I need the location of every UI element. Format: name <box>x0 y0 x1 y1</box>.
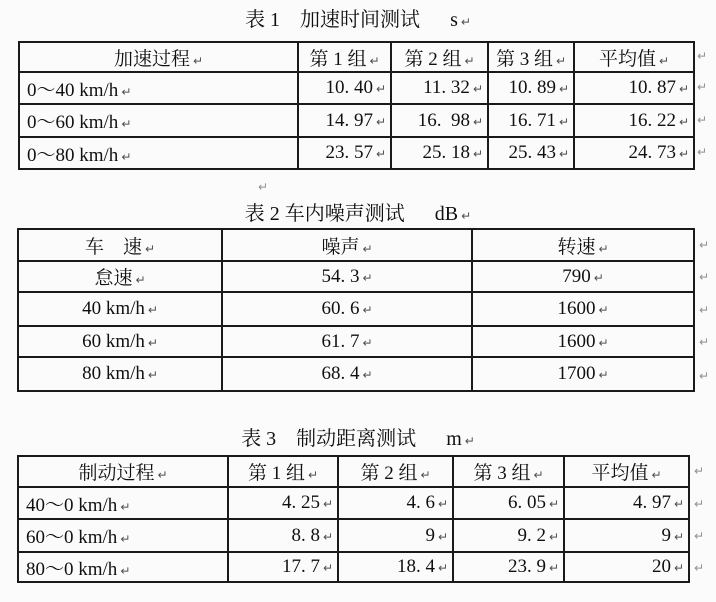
row-label: 40 km/h <box>82 298 145 319</box>
column-header[interactable] <box>488 42 574 72</box>
end-of-row-mark-icon: ↵ <box>694 529 705 543</box>
value-cell[interactable] <box>222 357 472 391</box>
table3-title-text: 表 3 制动距离测试 <box>241 428 417 450</box>
column-header-label: 第 2 组 <box>360 463 418 484</box>
column-header-label: 平均值 <box>591 463 649 484</box>
column-header[interactable] <box>574 42 694 72</box>
value-cell[interactable] <box>228 552 338 582</box>
table-header-row <box>18 229 694 261</box>
value-cell[interactable] <box>574 137 694 169</box>
paragraph-mark-icon: ↵ <box>120 563 131 578</box>
paragraph-mark-icon: ↵ <box>135 273 146 287</box>
paragraph-mark-icon: ↵ <box>673 497 684 511</box>
paragraph-mark-icon: ↵ <box>678 147 689 161</box>
column-header-label: 第 3 组 <box>473 463 531 484</box>
table3-unit: m <box>446 428 462 450</box>
column-header[interactable] <box>338 456 453 487</box>
paragraph-mark-icon: ↵ <box>555 53 567 68</box>
column-header-label: 噪声 <box>321 236 360 258</box>
table-row <box>18 261 694 292</box>
value-cell[interactable] <box>472 357 694 391</box>
end-of-row-mark-icon: ↵ <box>697 49 708 63</box>
value-cell[interactable] <box>472 292 694 326</box>
paragraph-mark-icon: ↵ <box>533 468 544 482</box>
column-header[interactable] <box>222 229 472 261</box>
column-header-label: 加速过程 <box>113 48 190 70</box>
row-label-cell[interactable] <box>18 326 222 357</box>
value-cell[interactable] <box>298 137 391 169</box>
paragraph-mark-icon: ↵ <box>362 303 373 317</box>
cell-value: 10. 89 <box>508 77 556 98</box>
cell-value: 68. 4 <box>321 363 360 384</box>
paragraph-mark-icon: ↵ <box>461 209 472 223</box>
paragraph-mark-icon: ↵ <box>472 82 483 96</box>
paragraph-mark-icon: ↵ <box>362 270 373 285</box>
row-label: 80～0 km/h <box>26 558 118 580</box>
paragraph-mark-icon: ↵ <box>598 241 609 256</box>
paragraph-mark-icon: ↵ <box>558 82 569 96</box>
table-row <box>19 137 694 169</box>
value-cell[interactable] <box>228 519 338 552</box>
paragraph-mark-icon: ↵ <box>375 147 386 161</box>
paragraph-mark-icon: ↵ <box>369 53 380 68</box>
paragraph-mark-icon: ↵ <box>437 529 448 544</box>
cell-value: 23. 9 <box>507 556 546 577</box>
column-header[interactable] <box>18 229 222 261</box>
value-cell[interactable] <box>472 261 694 292</box>
row-label: 0～40 km/h <box>27 79 119 101</box>
table1-title-text: 表 1 加速时间测试 <box>245 9 421 31</box>
table-header-row <box>19 42 694 72</box>
value-cell[interactable] <box>574 104 694 137</box>
value-cell[interactable] <box>338 519 453 552</box>
row-label: 60～0 km/h <box>26 527 118 548</box>
column-header[interactable] <box>228 456 338 487</box>
cell-value: 25. 18 <box>422 142 470 163</box>
column-header-label: 第 1 组 <box>309 48 367 70</box>
cell-value: 11. 32 <box>423 77 470 98</box>
paragraph-mark-icon: ↵ <box>375 114 386 129</box>
value-cell[interactable] <box>338 552 453 582</box>
table-row <box>19 72 694 104</box>
table-row <box>18 487 689 519</box>
row-label: 60 km/h <box>82 330 145 352</box>
value-cell[interactable] <box>472 326 694 357</box>
paragraph-mark-icon: ↵ <box>673 529 684 544</box>
cell-value: 9 <box>661 524 671 546</box>
row-label: 80 km/h <box>82 363 145 384</box>
end-of-row-mark-icon: ↵ <box>697 80 708 94</box>
value-cell[interactable] <box>298 72 391 104</box>
cell-value: 16. 71 <box>508 109 556 131</box>
table3-title <box>0 427 716 453</box>
row-label-cell[interactable] <box>19 104 298 137</box>
cell-value: 1600 <box>557 330 596 352</box>
cell-value: 54. 3 <box>321 265 360 287</box>
paragraph-mark-icon: ↵ <box>362 241 373 256</box>
value-cell[interactable] <box>488 137 574 169</box>
acceleration-time-table <box>18 41 695 170</box>
table-row <box>18 357 694 391</box>
end-of-row-mark-icon: ↵ <box>699 238 710 252</box>
paragraph-mark-icon: ↵ <box>598 335 609 350</box>
column-header[interactable] <box>19 42 298 72</box>
column-header-label: 平均值 <box>598 48 656 70</box>
paragraph-mark-icon: ↵ <box>120 499 131 514</box>
paragraph-mark-icon: ↵ <box>464 434 475 448</box>
value-cell[interactable] <box>488 72 574 104</box>
paragraph-mark-icon: ↵ <box>673 561 684 575</box>
value-cell[interactable] <box>391 104 488 137</box>
row-label: 40～0 km/h <box>26 494 118 516</box>
value-cell[interactable] <box>222 326 472 357</box>
cell-value: 9 <box>425 524 435 546</box>
column-header-label: 第 2 组 <box>404 48 462 70</box>
paragraph-mark-icon: ↵ <box>651 468 662 482</box>
end-of-row-mark-icon: ↵ <box>694 464 705 478</box>
paragraph-mark-icon: ↵ <box>157 468 168 482</box>
column-header-label: 第 3 组 <box>495 48 553 70</box>
table-row <box>18 292 694 326</box>
value-cell[interactable] <box>222 292 472 326</box>
value-cell[interactable] <box>564 519 689 552</box>
row-label: 怠速 <box>94 268 133 289</box>
paragraph-mark-icon: ↵ <box>192 53 204 68</box>
table-row <box>18 519 689 552</box>
paragraph-mark-icon: ↵ <box>437 497 448 511</box>
paragraph-mark-icon: ↵ <box>658 53 670 68</box>
value-cell[interactable] <box>564 487 689 519</box>
cell-value: 25. 43 <box>508 142 556 163</box>
cell-value: 4. 6 <box>406 492 435 513</box>
paragraph-mark-icon: ↵ <box>322 529 333 544</box>
value-cell[interactable] <box>391 72 488 104</box>
end-of-row-mark-icon: ↵ <box>699 369 710 383</box>
paragraph-mark-icon: ↵ <box>548 529 559 544</box>
paragraph-mark-icon: ↵ <box>472 114 483 129</box>
end-of-row-mark-icon: ↵ <box>699 335 710 349</box>
paragraph-mark-icon: ↵ <box>121 149 132 164</box>
row-label-cell[interactable] <box>18 487 228 519</box>
cell-value: 790 <box>562 265 591 287</box>
cell-value: 9. 2 <box>517 524 546 546</box>
table-row <box>18 552 689 582</box>
value-cell[interactable] <box>391 137 488 169</box>
paragraph-mark-icon: ↵ <box>147 335 158 350</box>
row-label: 0～60 km/h <box>27 112 119 133</box>
column-header-label: 制动过程 <box>78 463 155 484</box>
end-of-row-mark-icon: ↵ <box>697 145 708 159</box>
cell-value: 16. 98 <box>417 109 470 131</box>
cell-value: 17. 7 <box>281 556 320 577</box>
table-row <box>18 326 694 357</box>
paragraph-mark-icon: ↵ <box>460 15 471 29</box>
column-header[interactable] <box>472 229 694 261</box>
value-cell[interactable] <box>222 261 472 292</box>
row-label-cell[interactable] <box>18 519 228 552</box>
end-of-row-mark-icon: ↵ <box>694 561 705 575</box>
value-cell[interactable] <box>453 552 564 582</box>
paragraph-mark-icon: ↵ <box>678 114 689 129</box>
column-header[interactable] <box>453 456 564 487</box>
table2-title <box>0 202 716 228</box>
end-of-row-mark-icon: ↵ <box>699 303 710 317</box>
end-of-row-mark-icon: ↵ <box>697 113 708 127</box>
column-header[interactable] <box>391 42 488 72</box>
cell-value: 10. 40 <box>325 77 373 98</box>
row-label-cell[interactable] <box>18 552 228 582</box>
paragraph-mark-icon: ↵ <box>437 561 448 575</box>
paragraph-mark-icon: ↵ <box>144 241 156 256</box>
table-row <box>19 104 694 137</box>
braking-distance-table <box>17 455 690 583</box>
end-of-row-mark-icon: ↵ <box>699 270 710 284</box>
paragraph-mark-icon: ↵ <box>375 82 386 96</box>
paragraph-mark-icon: ↵ <box>678 82 689 96</box>
cell-value: 18. 4 <box>396 556 435 577</box>
interior-noise-table <box>17 228 695 392</box>
value-cell[interactable] <box>338 487 453 519</box>
paragraph-mark-icon: ↵ <box>362 368 373 382</box>
cell-value: 60. 6 <box>321 298 360 319</box>
row-label-cell[interactable] <box>19 137 298 169</box>
row-label: 0～80 km/h <box>27 144 119 166</box>
paragraph-mark-icon: ↵ <box>558 114 569 129</box>
column-header[interactable] <box>298 42 391 72</box>
cell-value: 24. 73 <box>628 142 676 163</box>
paragraph-mark-icon: ↵ <box>558 147 569 161</box>
cell-value: 23. 57 <box>325 142 373 163</box>
value-cell[interactable] <box>488 104 574 137</box>
column-header[interactable] <box>18 456 228 487</box>
cell-value: 6. 05 <box>507 492 546 513</box>
table1-unit: s <box>450 9 458 31</box>
cell-value: 4. 97 <box>632 492 671 513</box>
column-header[interactable] <box>564 456 689 487</box>
cell-value: 61. 7 <box>321 330 360 352</box>
paragraph-mark-icon: ↵ <box>464 53 475 68</box>
row-label-cell[interactable] <box>19 72 298 104</box>
paragraph-mark-icon: ↵ <box>362 335 373 350</box>
cell-value: 14. 97 <box>325 109 373 131</box>
end-of-row-mark-icon: ↵ <box>694 497 705 511</box>
paragraph-mark-icon: ↵ <box>593 270 604 285</box>
value-cell[interactable] <box>453 519 564 552</box>
table2-unit: dB <box>434 203 459 225</box>
paragraph-mark-icon: ↵ <box>472 147 483 161</box>
table-header-row <box>18 456 689 487</box>
paragraph-mark-icon: ↵ <box>121 84 132 99</box>
cell-value: 20 <box>651 556 671 577</box>
paragraph-mark-icon: ↵ <box>322 497 333 511</box>
paragraph-mark-icon: ↵ <box>147 303 158 317</box>
paragraph-mark-icon: ↵ <box>548 561 559 575</box>
paragraph-mark-icon: ↵ <box>307 468 319 482</box>
paragraph-mark-icon: ↵ <box>598 368 609 382</box>
row-label-cell[interactable] <box>18 292 222 326</box>
value-cell[interactable] <box>564 552 689 582</box>
column-header-label: 第 1 组 <box>247 463 305 484</box>
paragraph-mark-icon: ↵ <box>120 532 131 546</box>
cell-value: 8. 8 <box>291 524 320 546</box>
paragraph-mark-icon: ↵ <box>548 497 559 511</box>
cell-value: 4. 25 <box>281 492 320 513</box>
column-header-label: 转速 <box>557 236 596 258</box>
table1-title <box>0 8 716 34</box>
value-cell[interactable] <box>574 72 694 104</box>
paragraph-mark-icon: ↵ <box>147 368 158 382</box>
cell-value: 1700 <box>557 363 596 384</box>
cell-value: 1600 <box>557 298 596 319</box>
column-header-label: 车 速 <box>84 236 142 258</box>
value-cell[interactable] <box>298 104 391 137</box>
paragraph-mark-icon: ↵ <box>121 117 132 131</box>
paragraph-mark-icon: ↵ <box>420 468 431 482</box>
cell-value: 16. 22 <box>628 109 676 131</box>
paragraph-mark-icon: ↵ <box>598 303 609 317</box>
cell-value: 10. 87 <box>628 77 676 98</box>
paragraph-mark-icon: ↵ <box>322 561 333 575</box>
table2-title-text: 表 2 车内噪声测试 <box>244 203 405 225</box>
value-cell[interactable] <box>453 487 564 519</box>
paragraph-mark-icon: ↵ <box>258 180 269 194</box>
row-label-cell[interactable] <box>18 357 222 391</box>
row-label-cell[interactable] <box>18 261 222 292</box>
value-cell[interactable] <box>228 487 338 519</box>
